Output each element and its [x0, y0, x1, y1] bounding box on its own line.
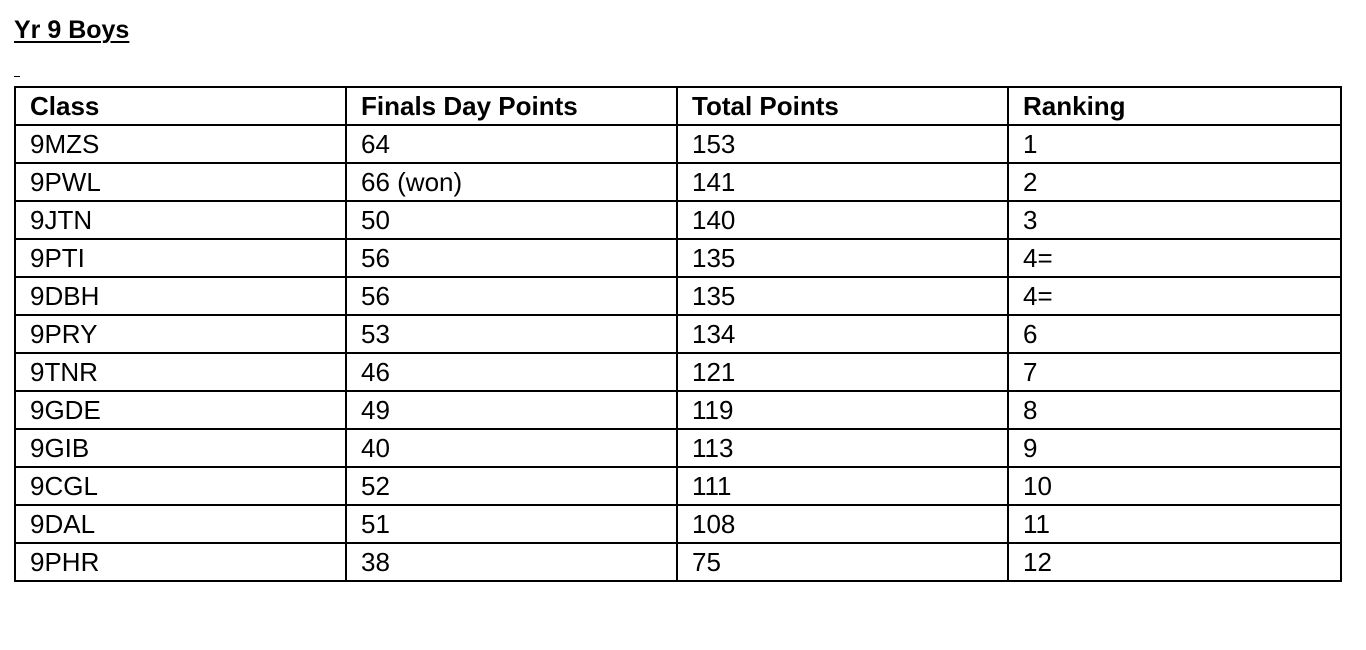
- cell-finals-day-points: 50: [346, 201, 677, 239]
- table-row: [15, 391, 1341, 429]
- cell-ranking: 8: [1008, 391, 1341, 429]
- cell-ranking: 9: [1008, 429, 1341, 467]
- results-table: [14, 86, 1342, 582]
- cell-ranking: 2: [1008, 163, 1341, 201]
- cell-class: 9PWL: [15, 163, 346, 201]
- cell-class: 9DBH: [15, 277, 346, 315]
- cell-ranking: 12: [1008, 543, 1341, 581]
- cell-finals-day-points: 52: [346, 467, 677, 505]
- cell-total-points: 119: [677, 391, 1008, 429]
- table-row: [15, 125, 1341, 163]
- cell-class: 9MZS: [15, 125, 346, 163]
- cell-finals-day-points: 49: [346, 391, 677, 429]
- cell-total-points: 108: [677, 505, 1008, 543]
- table-row: [15, 353, 1341, 391]
- cell-total-points: 75: [677, 543, 1008, 581]
- table-row: [15, 429, 1341, 467]
- cell-finals-day-points: 51: [346, 505, 677, 543]
- table-row: [15, 467, 1341, 505]
- cell-finals-day-points: 40: [346, 429, 677, 467]
- cell-ranking: 11: [1008, 505, 1341, 543]
- cell-total-points: 153: [677, 125, 1008, 163]
- cell-ranking: 4=: [1008, 277, 1341, 315]
- header-total-points: Total Points: [677, 87, 1008, 125]
- table-row: [15, 543, 1341, 581]
- cell-ranking: 6: [1008, 315, 1341, 353]
- cell-ranking: 4=: [1008, 239, 1341, 277]
- cell-finals-day-points: 53: [346, 315, 677, 353]
- cell-total-points: 140: [677, 201, 1008, 239]
- table-row: [15, 201, 1341, 239]
- cell-class: 9DAL: [15, 505, 346, 543]
- cell-total-points: 121: [677, 353, 1008, 391]
- cell-class: 9JTN: [15, 201, 346, 239]
- table-row: [15, 239, 1341, 277]
- table-header-row: [15, 87, 1341, 125]
- cell-finals-day-points: 66 (won): [346, 163, 677, 201]
- cell-ranking: 3: [1008, 201, 1341, 239]
- cell-ranking: 10: [1008, 467, 1341, 505]
- cell-total-points: 141: [677, 163, 1008, 201]
- cell-total-points: 113: [677, 429, 1008, 467]
- cell-class: 9CGL: [15, 467, 346, 505]
- header-ranking: Ranking: [1008, 87, 1341, 125]
- cell-class: 9GDE: [15, 391, 346, 429]
- cell-class: 9GIB: [15, 429, 346, 467]
- cell-class: 9PRY: [15, 315, 346, 353]
- table-row: [15, 315, 1341, 353]
- cell-class: 9TNR: [15, 353, 346, 391]
- header-class: Class: [15, 87, 346, 125]
- text-cursor-mark: [14, 76, 20, 77]
- cell-total-points: 134: [677, 315, 1008, 353]
- cell-finals-day-points: 56: [346, 277, 677, 315]
- page-title: Yr 9 Boys: [14, 16, 130, 44]
- cell-finals-day-points: 64: [346, 125, 677, 163]
- cell-class: 9PTI: [15, 239, 346, 277]
- table-row: [15, 277, 1341, 315]
- cell-finals-day-points: 38: [346, 543, 677, 581]
- cell-class: 9PHR: [15, 543, 346, 581]
- cell-ranking: 7: [1008, 353, 1341, 391]
- cell-finals-day-points: 56: [346, 239, 677, 277]
- cell-total-points: 111: [677, 467, 1008, 505]
- cell-total-points: 135: [677, 277, 1008, 315]
- cell-total-points: 135: [677, 239, 1008, 277]
- cell-ranking: 1: [1008, 125, 1341, 163]
- header-finals-day-points: Finals Day Points: [346, 87, 677, 125]
- table-row: [15, 163, 1341, 201]
- table-row: [15, 505, 1341, 543]
- cell-finals-day-points: 46: [346, 353, 677, 391]
